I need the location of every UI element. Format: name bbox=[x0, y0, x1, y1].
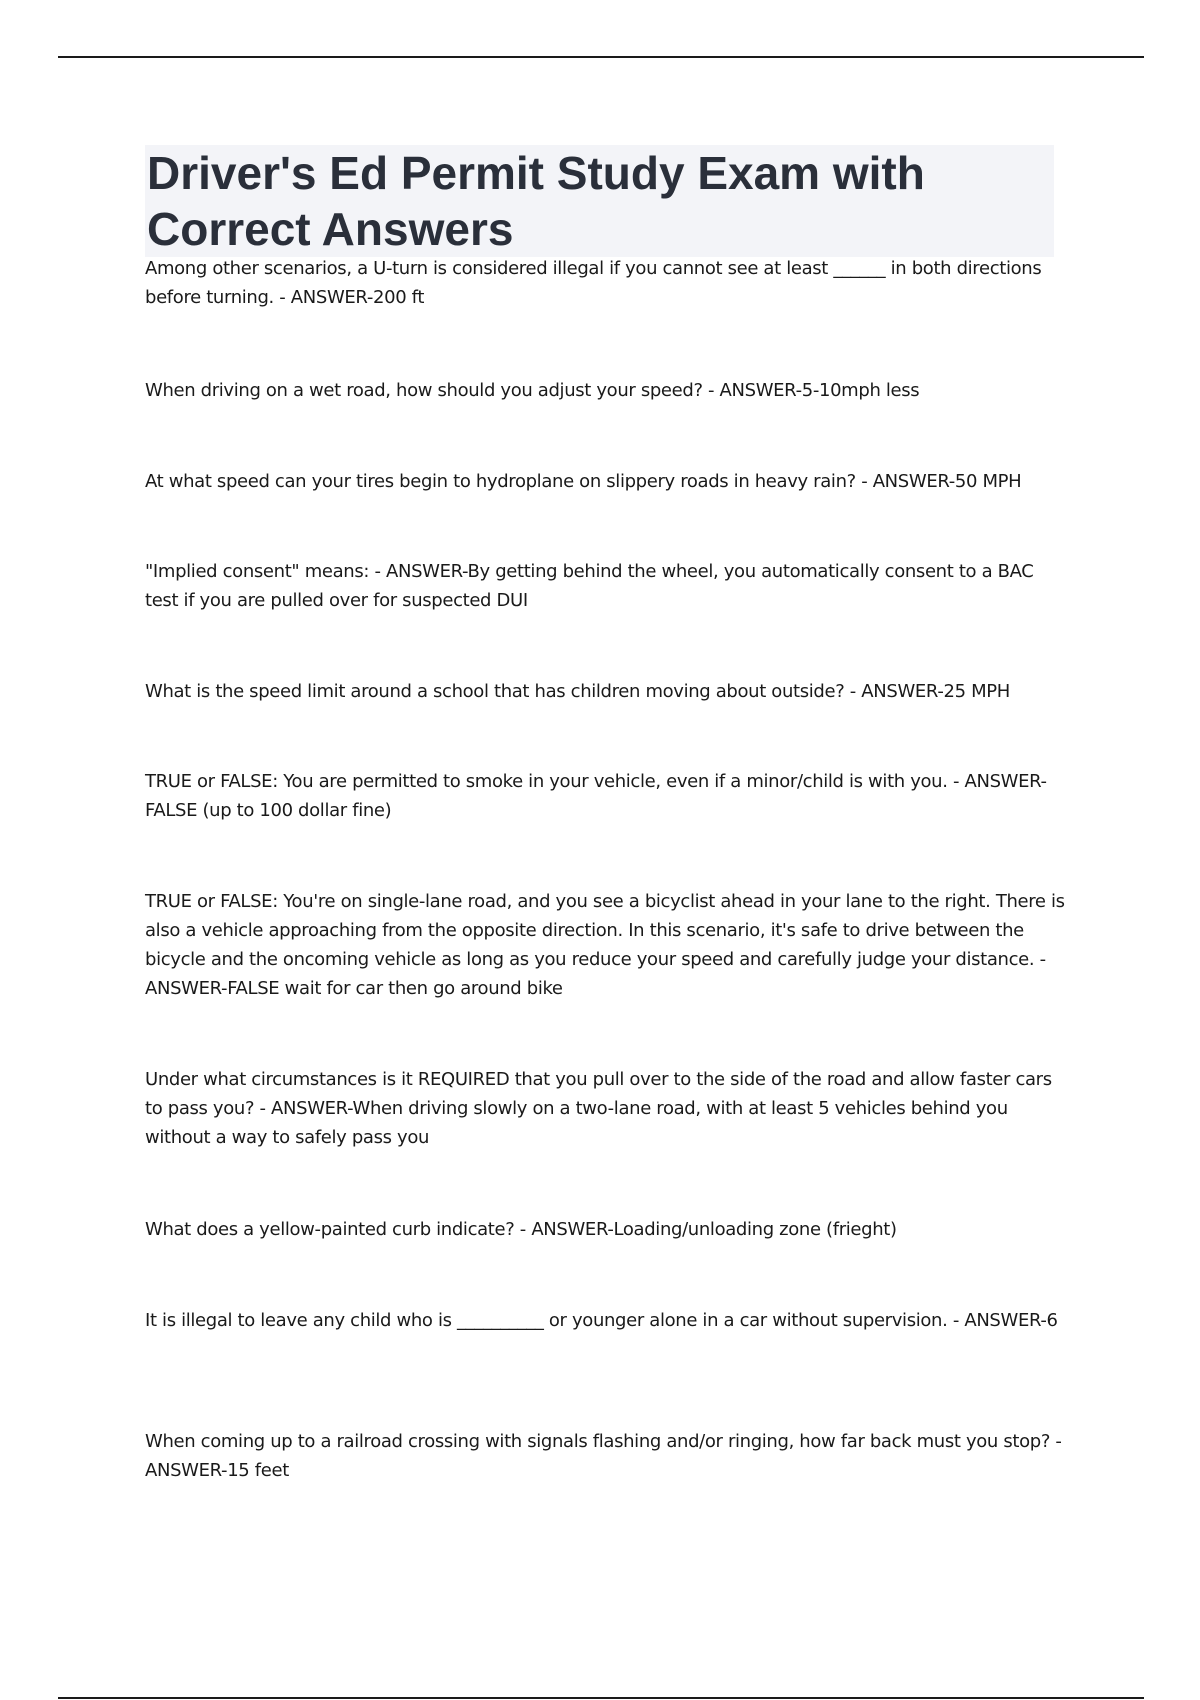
page-title: Driver's Ed Permit Study Exam with Correct Answers bbox=[147, 147, 925, 255]
qa-item-4: "Implied consent" means: - ANSWER-By getting behind the wheel, you automatically consent to a BAC test if you are pulled over for suspected DUI bbox=[145, 561, 1034, 611]
qa-item-8: Under what circumstances is it REQUIRED that you pull over to the side of the road and allow faster cars to pass you? - ANSWER-When driving slowly on a two-lane road, with at least 5 vehicles behind you without a way to safely pass you bbox=[145, 1069, 1052, 1148]
qa-item-6: TRUE or FALSE: You are permitted to smoke in your vehicle, even if a minor/child is with you. - ANSWER-FALSE (up to 100 dollar fine) bbox=[145, 771, 1047, 821]
qa-item-3: At what speed can your tires begin to hydroplane on slippery roads in heavy rain? - ANSWER-50 MPH bbox=[145, 471, 1022, 492]
qa-item-7: TRUE or FALSE: You're on single-lane road, and you see a bicyclist ahead in your lane to the right. There is also a vehicle approaching from the opposite direction. In this scenario, it's safe to drive between the bicycle and the oncoming vehicle as long as you reduce your speed and carefully judge your distance. - ANSWER-FALSE wait for car then go around bike bbox=[145, 891, 1065, 999]
top-divider bbox=[58, 56, 1144, 58]
title-block bbox=[145, 145, 1054, 257]
qa-item-11: When coming up to a railroad crossing with signals flashing and/or ringing, how far back must you stop? - ANSWER-15 feet bbox=[145, 1431, 1062, 1481]
qa-item-1: Among other scenarios, a U-turn is considered illegal if you cannot see at least ______ in both directions before turning. - ANSWER-200 ft bbox=[145, 258, 1042, 308]
qa-item-2: When driving on a wet road, how should you adjust your speed? - ANSWER-5-10mph less bbox=[145, 380, 920, 401]
bottom-divider bbox=[58, 1697, 1144, 1699]
qa-item-5: What is the speed limit around a school that has children moving about outside? - ANSWER-25 MPH bbox=[145, 681, 1010, 702]
qa-item-10: It is illegal to leave any child who is __________ or younger alone in a car without supervision. - ANSWER-6 bbox=[145, 1310, 1058, 1331]
qa-item-9: What does a yellow-painted curb indicate? - ANSWER-Loading/unloading zone (frieght) bbox=[145, 1219, 897, 1240]
